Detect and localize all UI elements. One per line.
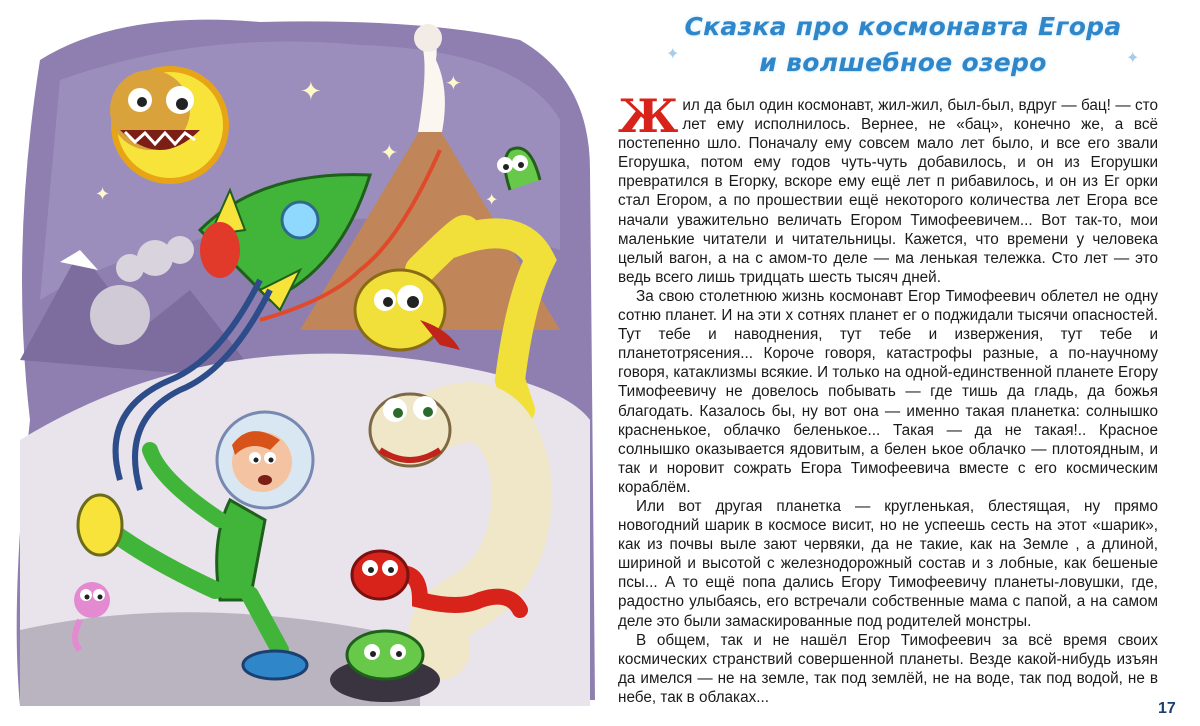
paragraph-1-text: ил да был один космонавт, жил-жил, был-был, вдруг — бац! — сто лет ему исполнилось. Вернее, не «бац», конечно же, а всё постепенно шло. Поначалу ему совсем мало лет было, и все его звали Егорушка, потом ему годов чуть-чуть добавилось, и он из Егорушки превратился в Егорку, вскоре ему ещё лет п рибавилось, и он из Ег орки стал Егором, а по прошествии ещё некоторого количества лет Егора все начали уважительно величать Егором Тимофеевичем... Вот так-то, мои маленькие читатели и читательницы. Кажется, что времени у человека целый вагон, а на с амом-то деле — ма ленькая тележка. Сто лет — это ведь всего лишь тридцать шесть тысяч дней. [618,97,1158,286]
paragraph-2: За свою столетнюю жизнь космонавт Егор Тимофеевич облетел не одну сотню планет. И на эти х сотнях планет ег о поджидали тысячи опасностей. Тут тебе и наводнения, тут тебе и извержения, тут тебе и планетотрясения... Короче говоря, катастрофы разные, а по-научному говоря, катаклизмы всякие. И только на одной-единственной планете Егору Тимофеевичу не довелось побывать — где тишь да гладь, да божья благодать. Казалось бы, ну вот она — именно такая планетка: солнышко красненькое, облачко беленькое... Такая — да не такая!.. Красное солнышко оказывается ядовитым, а белен ькое облачко — плотоядным, и так и норовит сожрать Егора Тимофеевича вместе с его космическим кораблём. [618,287,1158,496]
svg-text:✦: ✦ [380,140,399,165]
svg-text:✦: ✦ [300,76,322,106]
drop-cap: Ж [618,89,679,143]
sun-monster [110,69,226,181]
story-title [606,8,1200,84]
svg-text:✦: ✦ [95,184,111,204]
page-number: 17 [1158,700,1176,717]
sparkle-icon: ✦ [666,46,680,63]
svg-text:✦: ✦ [445,73,462,95]
title-line-1: Сказка про космонавта Егора [684,12,1122,41]
paragraph-4: В общем, так и не нашёл Егор Тимофеевич за всё время своих космических странствий совершенной планеты. Везде какой-нибудь изъян да имелся — не на земле, так под землёй, не на воде, так под водой, не в небе, так в облаках... [618,631,1158,706]
title-line-2: и волшебное озеро [759,48,1047,77]
sparkle-icon: ✦ [1126,50,1140,67]
paragraph-3: Или вот другая планетка — кругленькая, блестящая, ну прямо новогодний шарик в космосе висит, но не успеешь сесть на этот «шарик», как из почвы выле зают червяки, да не такие, как на Земле , а длиной, шириной и высотой с железнодорожный состав и з лобные, как бешеные псы... А то ещё попа дались Егору Тимофеевичу планеты-ловушки, где, радостно улыбаясь, его встречали собственные мама с папой, а на самом деле это были замаскированные под родителей монстры. [618,497,1158,630]
paragraph-1 [618,89,1158,287]
story-text [618,89,1158,707]
svg-text:✦: ✦ [485,192,499,209]
